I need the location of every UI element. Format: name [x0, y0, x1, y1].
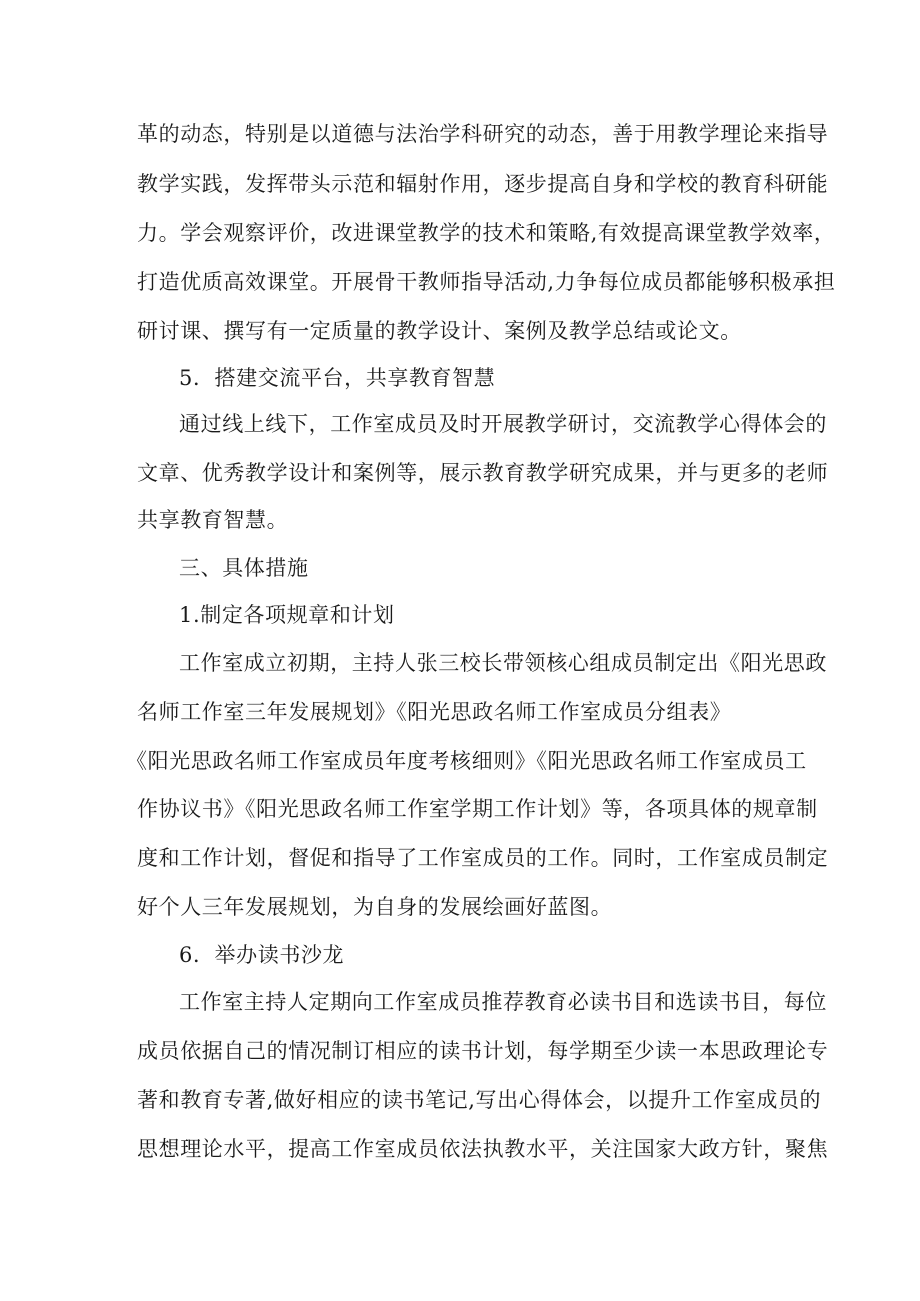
- paragraph-line: 教学实践，发挥带头示范和辐射作用，逐步提高自身和学校的教育科研能: [137, 172, 829, 196]
- paragraph-line: 作协议书》《阳光思政名师工作室学期工作计划》等，各项具体的规章制: [137, 797, 818, 821]
- paragraph-line: 工作室主持人定期向工作室成员推荐教育必读书目和选读书目，每位: [179, 990, 827, 1014]
- paragraph-line: 成员依据自己的情况制订相应的读书计划，每学期至少读一本思政理论专: [137, 1039, 829, 1063]
- paragraph-line: 《阳光思政名师工作室成员年度考核细则》《阳光思政名师工作室成员工: [126, 749, 807, 773]
- section-heading: 1.制定各项规章和计划: [179, 603, 395, 627]
- section-heading: 5．搭建交流平台，共享教育智慧: [179, 366, 496, 390]
- paragraph-line: 好个人三年发展规划，为自身的发展绘画好蓝图。: [137, 895, 613, 919]
- paragraph-line: 通过线上线下，工作室成员及时开展教学研讨，交流教学心得体会的: [179, 412, 827, 436]
- paragraph-line: 著和教育专著,做好相应的读书笔记,写出心得体会，以提升工作室成员的: [137, 1088, 822, 1112]
- section-heading: 三、具体措施: [179, 556, 309, 580]
- paragraph-line: 打造优质高效课堂。开展骨干教师指导活动,力争每位成员都能够积极承担: [137, 270, 836, 294]
- section-heading: 6．举办读书沙龙: [179, 943, 345, 967]
- paragraph-line: 思想理论水平，提高工作室成员依法执教水平，关注国家大政方针，聚焦: [137, 1137, 829, 1161]
- paragraph-line: 文章、优秀教学设计和案例等，展示教育教学研究成果，并与更多的老师: [137, 461, 829, 485]
- paragraph-line: 研讨课、撰写有一定质量的教学设计、案例及教学总结或论文。: [137, 319, 742, 343]
- paragraph-line: 共享教育智慧。: [137, 508, 289, 532]
- paragraph-line: 工作室成立初期，主持人张三校长带领核心组成员制定出《阳光思政: [179, 651, 827, 675]
- paragraph-line: 革的动态，特别是以道德与法治学科研究的动态，善于用教学理论来指导: [137, 122, 829, 146]
- paragraph-line: 力。学会观察评价，改进课堂教学的技术和策略,有效提高课堂教学效率，: [137, 221, 836, 245]
- paragraph-line: 度和工作计划，督促和指导了工作室成员的工作。同时，工作室成员制定: [137, 846, 829, 870]
- paragraph-line: 名师工作室三年发展规划》《阳光思政名师工作室成员分组表》: [137, 700, 732, 724]
